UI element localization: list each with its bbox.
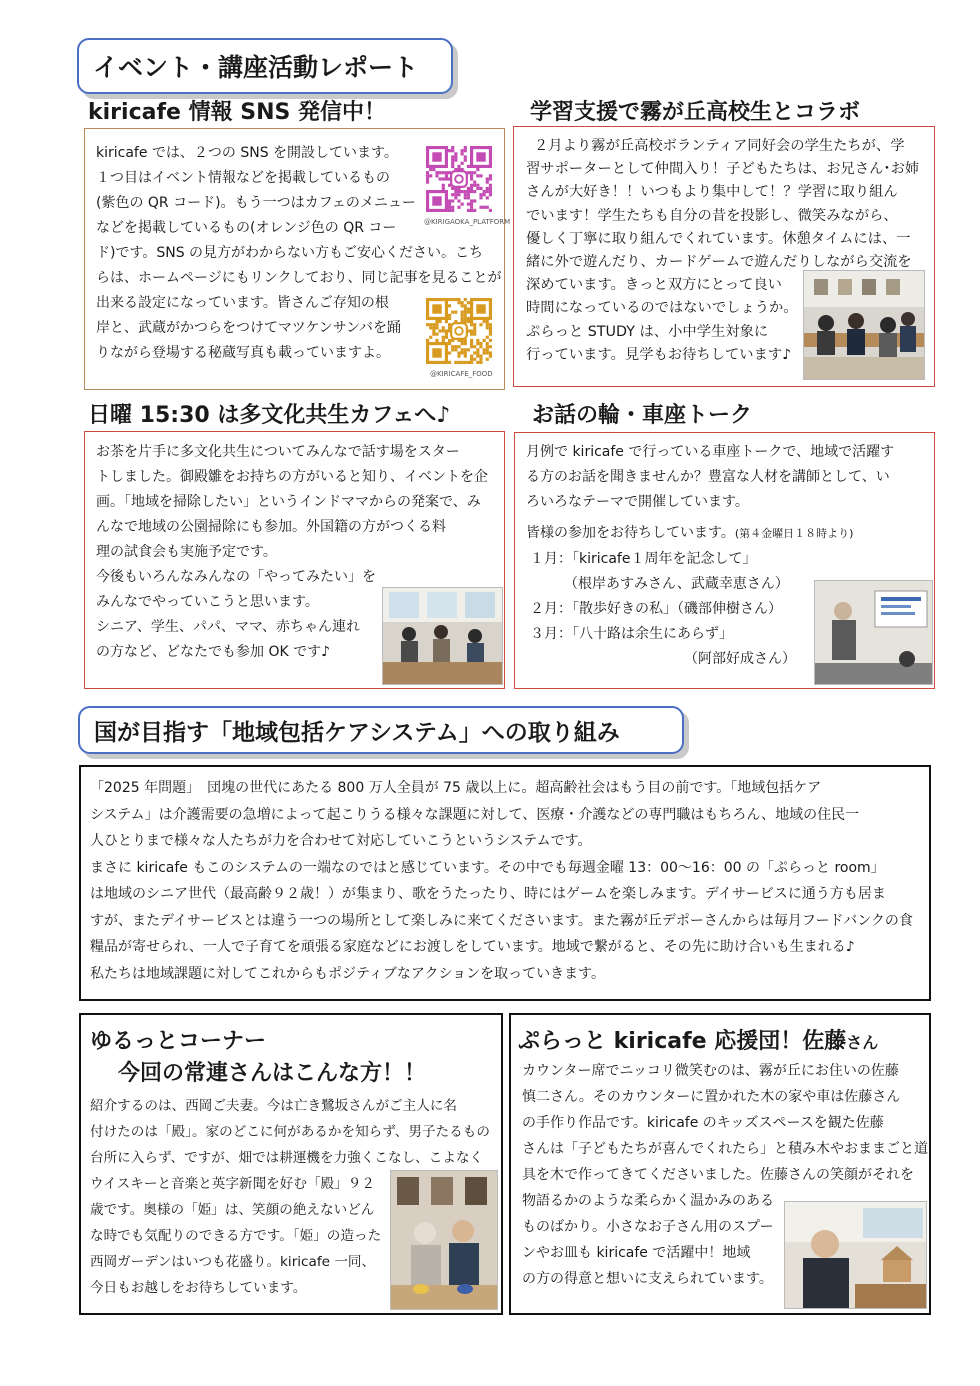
talk-schedule-item: ２月：「散歩好きの私」（磯部伸樹さん）: [530, 601, 782, 617]
study-line: 習サポーターとして仲間入り！子どもたちは、お兄さん･お姉: [526, 161, 920, 178]
study-line: さんが大好き！！いつもより集中して！？学習に取り組ん: [526, 184, 898, 201]
corner-title1: ゆるっとコーナー: [90, 1029, 267, 1054]
talk-invite: [526, 522, 853, 545]
multicultural-line: んなで地域の公園掃除にも参加。外国籍の方がつくる料: [96, 519, 446, 535]
care-line: は地域のシニア世代（最高齢９２歳！）が集まり、歌をうたったり、時にはゲームを楽しみます。デイサービスに通う方も居ま: [90, 886, 886, 902]
section-header-title: イベント・講座活動レポート: [93, 53, 419, 82]
study-line: 優しく丁寧に取り組んでくれています。休憩タイムには、一: [526, 230, 911, 247]
talk-invite-note: (第４金曜日１８時より): [734, 527, 854, 540]
support-title-main: ぷらっと kiricafe 応援団！佐藤: [518, 1029, 847, 1054]
section-header-care-system: [78, 706, 684, 754]
support-title-suffix: さん: [846, 1033, 879, 1052]
section-header-event-report: [77, 38, 453, 94]
sns-line: 出来る設定になっています。皆さんご存知の根: [96, 295, 389, 311]
corner-line: ウイスキーと音楽と英字新聞を好む「殿」９２: [90, 1176, 375, 1192]
corner-line: 西岡ガーデンはいつも花盛り。kiricafe 一同、: [90, 1254, 376, 1270]
multicultural-line: 画。「地域を掃除したい」というインドママからの発案で、み: [96, 494, 481, 510]
care-line: 私たちは地域課題に対してこれからもポジティブなアクションを取っていきます。: [90, 965, 606, 982]
corner-title2: 今回の常連さんはこんな方！！: [118, 1061, 427, 1086]
multicultural-line: 理の試食会も実施予定です。: [96, 544, 277, 560]
talk-schedule-item: （根岸あすみさん、武蔵幸恵さん）: [564, 576, 789, 592]
talk-title: お話の輪・車座トーク: [532, 403, 753, 428]
study-session-photo: [803, 270, 925, 380]
care-line: まさに kiricafe もこのシステムの一端なのではと感じています。その中でも毎週金曜 13：00～16：00 の「ぷらっと room」: [90, 859, 885, 876]
talk-line: ろいろなテーマで開催しています。: [526, 494, 749, 510]
multicultural-line: お茶を片手に多文化共生についてみんなで話す場をスター: [96, 444, 460, 460]
multicultural-title: 日曜 15:30 は多文化共生カフェへ♪: [88, 403, 451, 428]
care-line: 人ひとりまで様々な人たちが力を合わせて対応していこうというシステムです。: [90, 833, 592, 849]
talk-schedule-item: ３月：「八十路は余生にあらず」: [530, 626, 733, 642]
talk-line: 月例で kiricafe で行っている車座トークで、地域で活躍す: [526, 444, 895, 460]
support-line: ンやお皿も kiricafe で活躍中！地域: [522, 1245, 751, 1261]
nishioka-couple-photo: [390, 1170, 498, 1310]
corner-line: 今日もお越しをお待ちしています。: [90, 1280, 307, 1296]
study-line: ぷらっと STUDY は、小中学生対象に: [526, 323, 769, 340]
support-line: ものばかり。小さなお子さん用のスプー: [522, 1219, 774, 1235]
talk-invite-text: 皆様の参加をお待ちしています。: [526, 525, 735, 541]
sns-line: などを掲載しているもの(オレンジ色の QR コー: [96, 220, 397, 236]
support-line: さんは「子どもたちが喜んでくれたら」と積み木やおままごと道: [522, 1141, 928, 1157]
study-line: でいます！学生たちも自分の昔を投影し、微笑みながら、: [526, 207, 898, 224]
sns-line: １つ目はイベント情報などを掲載しているもの: [96, 170, 390, 186]
care-line: システム」は介護需要の急増によって起こりうる様々な課題に対して、医療・介護などの専門職はもちろん、地域の住民一: [90, 806, 860, 823]
care-line: 「2025 年問題」 団塊の世代にあたる 800 万人全員が 75 歳以上に。超高齢社会はもう目の前です。「地域包括ケア: [90, 780, 822, 796]
corner-line: 紹介するのは、西岡ご夫妻。今は亡き鷺坂さんがご主人に名: [90, 1098, 458, 1114]
multicultural-cafe-photo: [382, 587, 503, 685]
sns-line: らは、ホームページにもリンクしており、同じ記事を見ることが: [96, 270, 502, 286]
corner-line: 台所に入らず、ですが、畑では耕運機を力強くこなし、こよなく: [90, 1150, 484, 1166]
multicultural-line: 今後もいろんなみんなの「やってみたい」を: [96, 569, 376, 585]
instagram-qr-code-purple: [426, 146, 492, 212]
corner-line: な時でも気配りのできる方です。「姫」の造った: [90, 1228, 382, 1244]
care-title: 国が目指す「地域包括ケアシステム」への取り組み: [94, 719, 620, 746]
qr1-caption: @KIRIGAOKA_PLATFORM: [424, 218, 511, 226]
study-title: 学習支援で霧が丘高校生とコラボ: [530, 100, 861, 125]
sns-line: 岸と、武蔵がかつらをつけてマツケンサンバを踊: [96, 320, 402, 336]
multicultural-line: シニア、学生、パパ、ママ、赤ちゃん連れ: [96, 619, 361, 635]
care-line: 糧品が寄せられ、一人で子育てを頑張る家庭などにお渡しをしています。地域で繋がると、その先に助け合いも生まれる♪: [90, 939, 855, 955]
sns-line: りながら登場する秘蔵写真も載っていますよ。: [96, 345, 390, 361]
support-title: [518, 1024, 878, 1055]
corner-line: 歳です。奥様の「姫」は、笑顔の絶えないどん: [90, 1202, 375, 1218]
care-line: すが、またデイサービスとは違う一つの場所として楽しみに来てくださいます。また霧が丘デポーさんからは毎月フードバンクの食: [90, 912, 913, 929]
sns-line: ド)です。SNS の見方がわからない方もご安心ください。こち: [96, 245, 484, 261]
talk-line: る方のお話を聞きませんか？豊富な人材を講師として、い: [526, 469, 890, 485]
instagram-qr-code-orange: [426, 298, 492, 364]
support-line: 慎二さん。そのカウンターに置かれた木の家や車は佐藤さん: [522, 1089, 901, 1105]
multicultural-line: みんなでやっていこうと思います。: [96, 594, 319, 610]
study-line: 時間になっているのではないでしょうか。: [526, 300, 798, 317]
sns-line: kiricafe では、２つの SNS を開設しています。: [96, 145, 398, 161]
sato-photo: [784, 1201, 927, 1309]
support-line: の方の得意と想いに支えられています。: [522, 1271, 773, 1287]
study-line: 緒に外で遊んだり、カードゲームで遊んだりしながら交流を: [526, 254, 912, 270]
sns-title: kiricafe 情報 SNS 発信中！: [88, 100, 387, 125]
support-line: カウンター席でニッコリ微笑むのは、霧が丘にお住いの佐藤: [522, 1063, 899, 1079]
support-line: 具を木で作ってきてくださいました。佐藤さんの笑顔がそれを: [522, 1167, 914, 1183]
sns-line: (紫色の QR コード)。もう一つはカフェのメニュー: [96, 195, 416, 211]
qr2-caption: @KIRICAFE_FOOD: [430, 370, 493, 378]
study-line: 行っています。見学もお待ちしています♪: [526, 346, 792, 363]
study-line: ２月より霧が丘高校ボランティア同好会の学生たちが、学: [534, 138, 905, 154]
study-line: 深めています。きっと双方にとって良い: [526, 277, 782, 294]
talk-schedule-item: （阿部好成さん）: [684, 651, 796, 667]
support-line: 物語るかのような柔らかく温かみのある: [522, 1193, 774, 1209]
multicultural-line: の方など、どなたでも参加 OK です♪: [96, 644, 331, 660]
support-line: の手作り作品です。kiricafe のキッズスペースを観た佐藤: [522, 1115, 884, 1131]
multicultural-line: トしました。御殿雛をお持ちの方がいると知り、イベントを企: [96, 469, 488, 485]
corner-line: 付けたのは「殿」。家のどこに何があるかを知らず、男子たるもの: [90, 1124, 490, 1140]
talk-speaker-photo: [814, 580, 933, 685]
talk-schedule-item: １月：「kiricafe１周年を記念して」: [530, 551, 757, 567]
